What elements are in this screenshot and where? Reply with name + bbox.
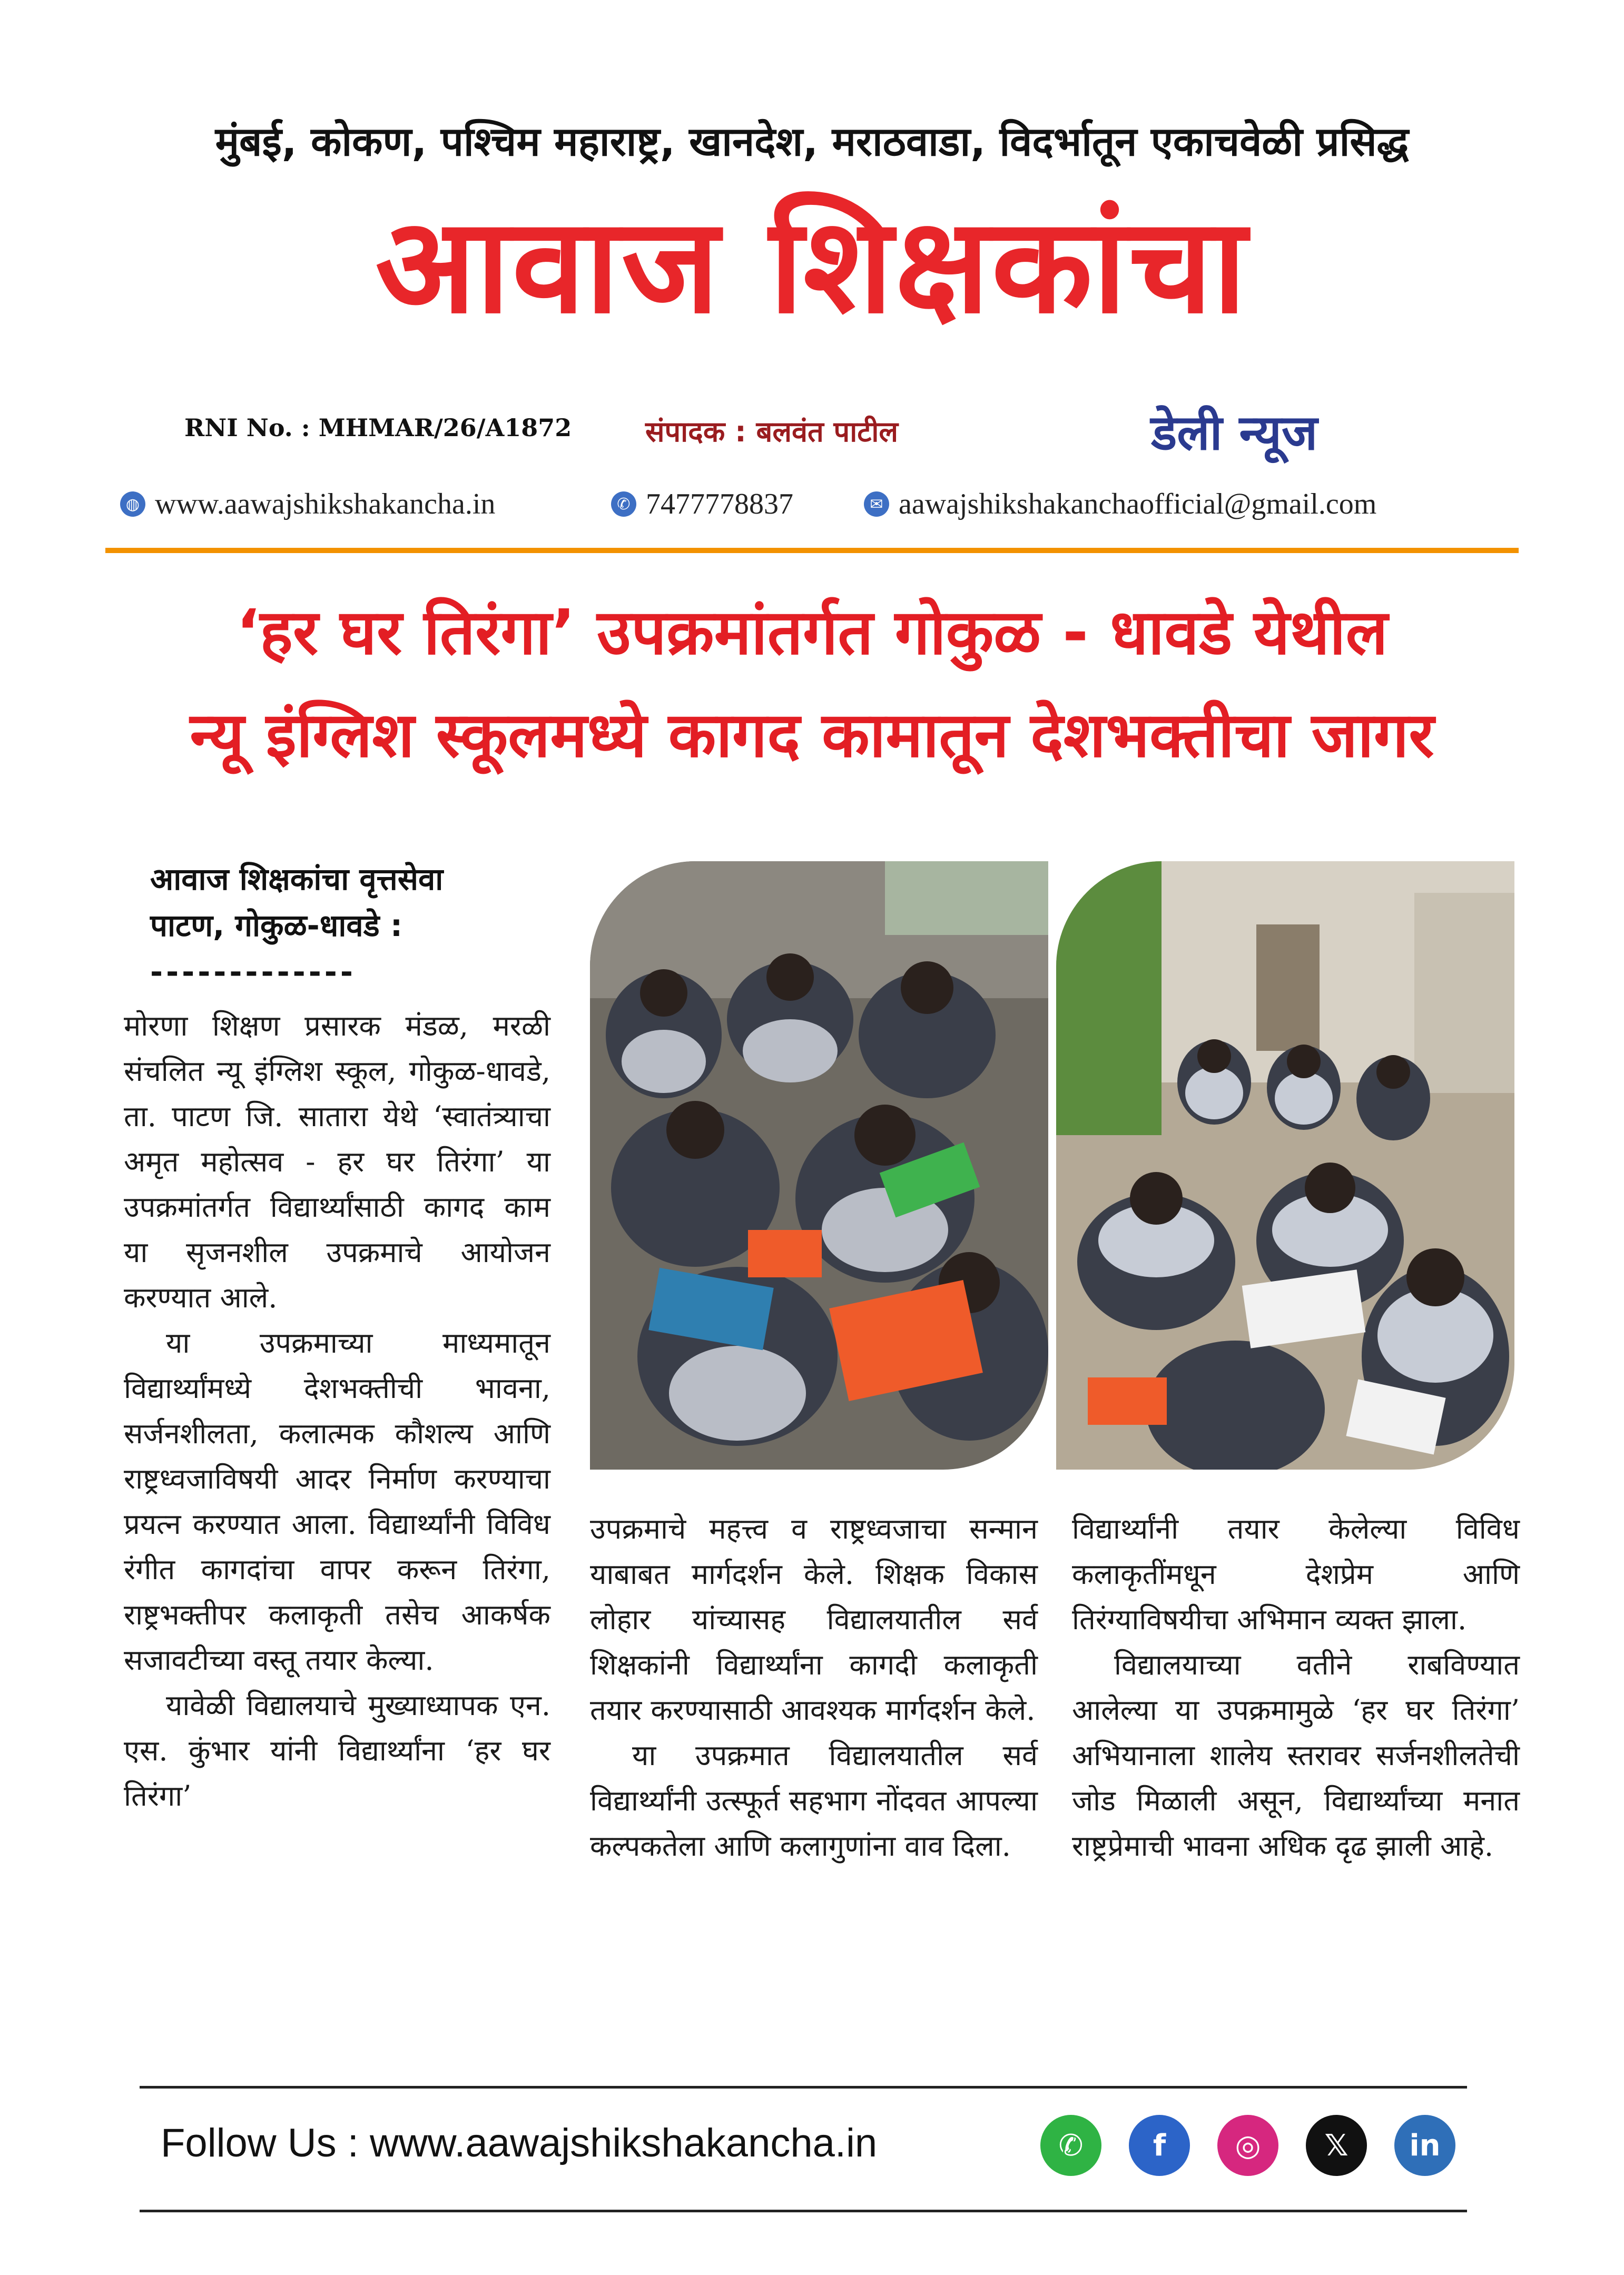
paragraph: विद्यालयाच्या वतीने राबविण्यात आलेल्या या उपक्रमामुळे ‘हर घर तिरंगा’ अभियानाला शालेय स्तरावर सर्जनशीलतेची जोड मिळाली असून, विद्यार्थ्यांच्या मनात राष्ट्रप्रेमाची भावना अधिक दृढ झाली आहे. — [1072, 1648, 1520, 1863]
paragraph: मोरणा शिक्षण प्रसारक मंडळ, मरळी संचलित न्यू इंग्लिश स्कूल, गोकुळ-धावडे, ता. पाटण जि. सातारा येथे ‘स्वातंत्र्याचा अमृत महोत्सव - हर घर तिरंगा’ या उपक्रमांतर्गत विद्यार्थ्यांसाठी कागद काम या सृजनशील उपक्रमाचे आयोजन करण्यात आले. — [124, 1009, 550, 1314]
x-icon[interactable]: 𝕏 — [1306, 2115, 1367, 2176]
byline — [150, 856, 443, 995]
phone-contact[interactable] — [611, 487, 793, 521]
daily-news-label: डेली न्यूज — [1151, 405, 1318, 461]
website-link[interactable]: www.aawajshikshakancha.in — [155, 488, 496, 520]
globe-icon: ◍ — [120, 491, 145, 517]
header-divider — [105, 548, 1519, 553]
masthead-title: आवाज शिक्षकांचा — [375, 189, 1249, 342]
footer-rule-top — [140, 2086, 1467, 2089]
article-column-1 — [124, 1003, 550, 1819]
phone-number[interactable]: 7477778837 — [646, 488, 793, 520]
classroom-photo-illustration — [590, 861, 1048, 1470]
byline-agency: आवाज शिक्षकांचा वृत्तसेवा — [150, 861, 444, 897]
photo-students-corridor — [1056, 861, 1514, 1470]
byline-separator: ------------- — [150, 954, 356, 990]
instagram-icon[interactable]: ◎ — [1217, 2115, 1278, 2176]
whatsapp-icon[interactable]: ✆ — [1040, 2115, 1101, 2176]
website-contact[interactable] — [120, 487, 495, 521]
paragraph: या उपक्रमात विद्यालयातील सर्व विद्यार्थ्यांनी उत्स्फूर्त सहभाग नोंदवत आपल्या कल्पकतेला आणि कलागुणांना वाव दिला. — [590, 1739, 1038, 1863]
corridor-photo-illustration — [1056, 861, 1514, 1470]
email-icon: ✉ — [864, 491, 889, 517]
paragraph: यावेळी विद्यालयाचे मुख्याध्यापक एन. एस. कुंभार यांनी विद्यार्थ्यांना ‘हर घर तिरंगा’ — [124, 1689, 550, 1813]
tagline: मुंबई, कोकण, पश्चिम महाराष्ट्र, खानदेश, मराठवाडा, विदर्भातून एकाचवेळी प्रसिद्ध — [215, 118, 1409, 165]
rni-number: RNI No. : MHMAR/26/A1872 — [184, 413, 572, 442]
paragraph: या उपक्रमाच्या माध्यमातून विद्यार्थ्यांमध्ये देशभक्तीची भावना, सर्जनशीलता, कलात्मक कौशल्य आणि राष्ट्रध्वजाविषयी आदर निर्माण करण्याचा प्रयत्न करण्यात आला. विद्यार्थ्यांनी विविध रंगीत कागदांचा वापर करून तिरंगा, राष्ट्रभक्तीपर कलाकृती तसेच आकर्षक सजावटीच्या वस्तू तयार केल्या. — [124, 1326, 550, 1677]
byline-location: पाटण, गोकुळ-धावडे : — [150, 908, 403, 943]
paragraph: विद्यार्थ्यांनी तयार केलेल्या विविध कलाकृतींमधून देशप्रेम आणि तिरंग्याविषयीचा अभिमान व्यक्त झाला. — [1072, 1512, 1520, 1636]
follow-us-link[interactable]: Follow Us : www.aawajshikshakancha.in — [161, 2121, 878, 2165]
email-address[interactable]: aawajshikshakanchaofficial@gmail.com — [899, 488, 1377, 520]
facebook-icon[interactable]: f — [1129, 2115, 1190, 2176]
headline-line-1: ‘हर घर तिरंगा’ उपक्रमांतर्गत गोकुळ - धावडे येथील — [236, 596, 1388, 668]
article-column-2 — [590, 1506, 1038, 1869]
photo-students-classroom — [590, 861, 1048, 1470]
paragraph: उपक्रमाचे महत्त्व व राष्ट्रध्वजाचा सन्मान याबाबत मार्गदर्शन केले. शिक्षक विकास लोहार यांच्यासह विद्यालयातील सर्व शिक्षकांनी विद्यार्थ्यांना कागदी कलाकृती तयार करण्यासाठी आवश्यक मार्गदर्शन केले. — [590, 1512, 1038, 1727]
phone-icon: ✆ — [611, 491, 636, 517]
editor-credit: संपादक : बलवंत पाटील — [645, 415, 899, 448]
footer-rule-bottom — [140, 2210, 1467, 2212]
email-contact[interactable] — [864, 487, 1376, 521]
linkedin-icon[interactable]: in — [1394, 2115, 1455, 2176]
headline-line-2: न्यू इंग्लिश स्कूलमध्ये कागद कामातून देशभक्तीचा जागर — [190, 698, 1434, 771]
article-column-3 — [1072, 1506, 1520, 1869]
